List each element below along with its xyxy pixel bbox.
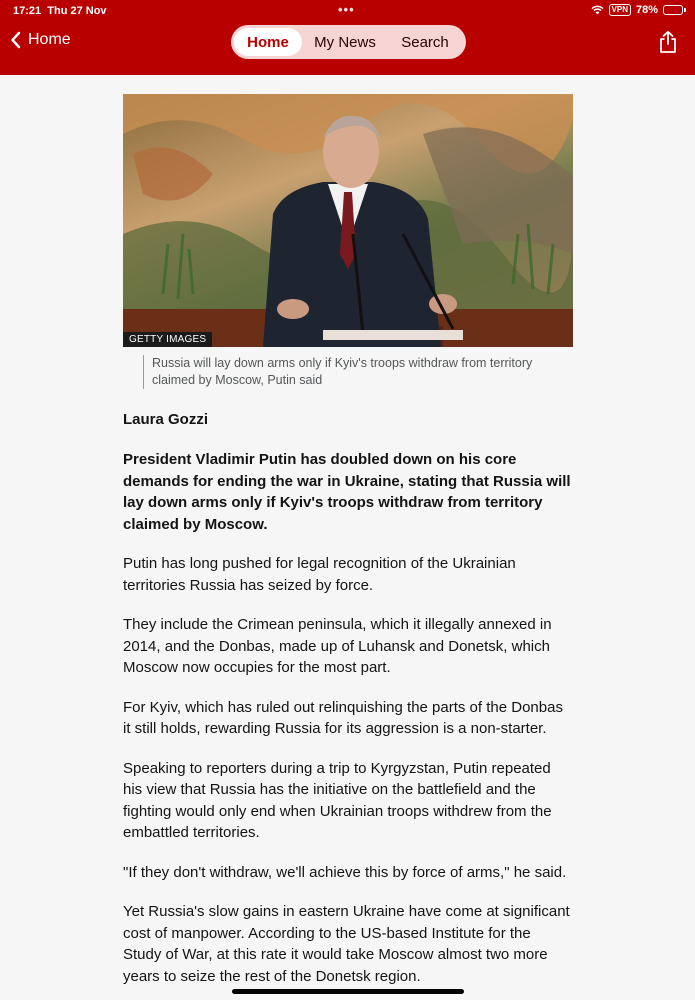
battery-percent: 78% [635,4,658,16]
status-date: Thu 27 Nov [47,5,107,17]
hero-photo [123,94,573,347]
article-body [123,94,573,987]
tab-search[interactable]: Search [401,33,449,51]
status-bar [0,0,695,22]
article-paragraph: Putin has long pushed for legal recognition of the Ukrainian territories Russia has seized by force. [123,555,516,594]
article-paragraph: "If they don't withdraw, we'll achieve this by force of arms," he said. [123,863,567,881]
tab-my-news[interactable]: My News [314,33,376,51]
section-tabs [231,25,466,59]
image-caption: Russia will lay down arms only if Kyiv's troops withdraw from territory claimed by Moscow, Putin said [143,355,573,389]
wifi-icon [591,5,604,15]
battery-icon [663,5,683,15]
article-hero-image[interactable] [123,94,573,347]
article-paragraph: Speaking to reporters during a trip to Kyrgyzstan, Putin repeated his view that Russia has the initiative on the battlefield and the fighting would only end when Ukrainian troops withdrew from the embattled territories. [123,759,552,841]
back-label: Home [28,31,71,48]
tab-home[interactable]: Home [234,28,302,56]
article-lead: President Vladimir Putin has doubled down on his core demands for ending the war in Ukraine, stating that Russia will lay down arms only if Kyiv's troops withdraw from territory claimed by Moscow. [123,451,571,533]
status-clock: 17:21 [13,5,42,17]
article-paragraph: They include the Crimean peninsula, which it illegally annexed in 2014, and the Donbas, made up of Luhansk and Donetsk, which Moscow now occupies for the most part. [123,616,552,676]
top-navigation-bar [0,0,695,75]
status-indicators [591,4,683,16]
chevron-left-icon [10,31,22,49]
status-time [13,5,107,17]
article-paragraph: For Kyiv, which has ruled out relinquishing the parts of the Donbas it still holds, rewarding Russia for its aggression is a non-starter. [123,698,563,737]
author-byline[interactable]: Laura Gozzi [123,411,209,428]
multitasking-dots-icon[interactable]: ••• [338,2,355,17]
back-button[interactable] [10,31,71,49]
image-credit: GETTY IMAGES [123,332,212,347]
share-icon[interactable] [657,30,679,54]
article-paragraph: Yet Russia's slow gains in eastern Ukraine have come at significant cost of manpower. According to the US-based Institute for the Study of War, at this rate it would take Moscow almost two more years to seize the rest of the Donetsk region. [123,903,570,985]
vpn-badge: VPN [609,4,631,16]
home-indicator[interactable] [232,989,464,994]
